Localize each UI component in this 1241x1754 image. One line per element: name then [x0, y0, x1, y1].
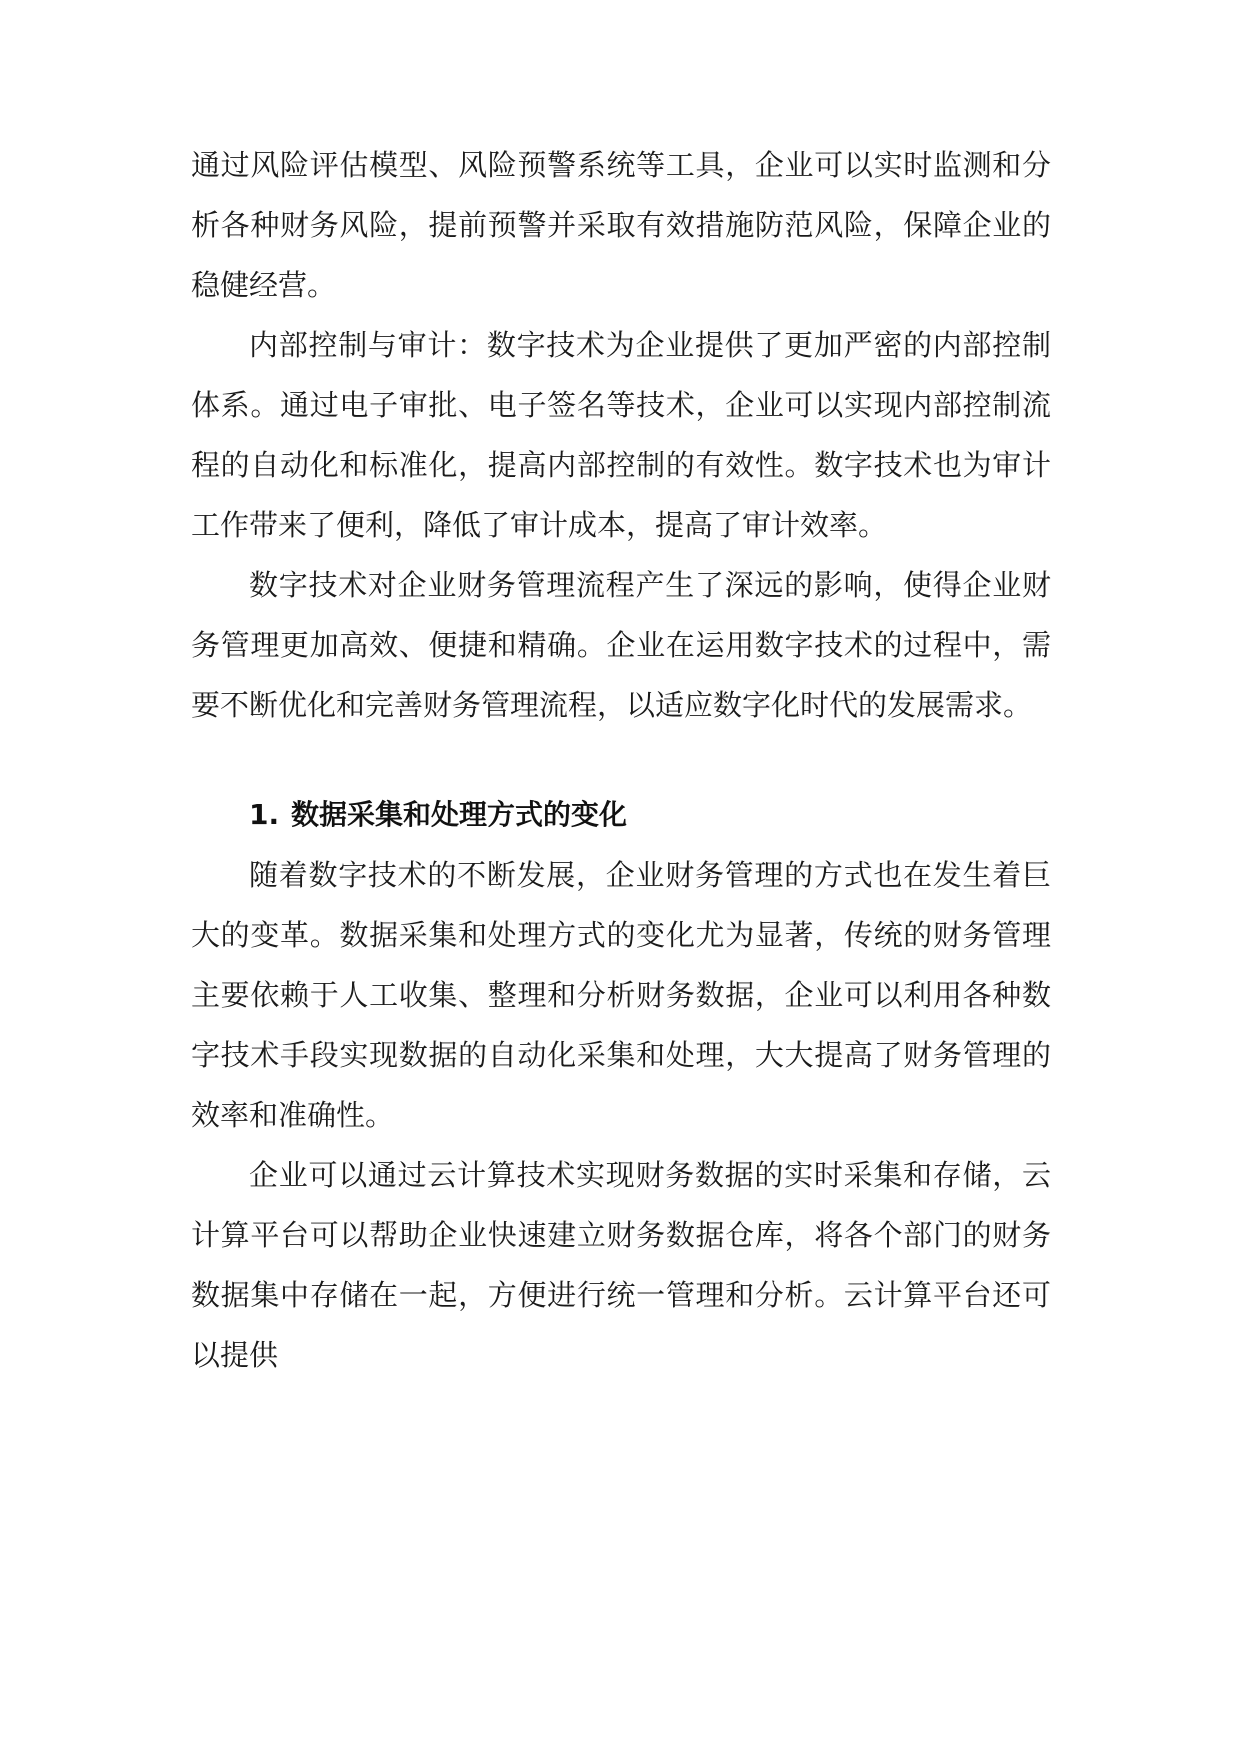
section-number: 1. — [249, 798, 280, 831]
paragraph-risk-warning: 通过风险评估模型、风险预警系统等工具，企业可以实时监测和分析各种财务风险，提前预警并采取有效措施防范风险，保障企业的稳健经营。 — [191, 148, 1051, 302]
paragraph-internal-control: 内部控制与审计：数字技术为企业提供了更加严密的内部控制体系。通过电子审批、电子签名等技术，企业可以实现内部控制流程的自动化和标准化，提高内部控制的有效性。数字技术也为审计工作带来了便利，降低了审计成本，提高了审计效率。 — [191, 328, 1051, 542]
section-heading — [191, 785, 1051, 845]
paragraph-data-collection-change: 随着数字技术的不断发展，企业财务管理的方式也在发生着巨大的变革。数据采集和处理方式的变化尤为显著，传统的财务管理主要依赖于人工收集、整理和分析财务数据，企业可以利用各种数字技术手段实现数据的自动化采集和处理，大大提高了财务管理的效率和准确性。 — [191, 858, 1051, 1132]
paragraph-impact-summary: 数字技术对企业财务管理流程产生了深远的影响，使得企业财务管理更加高效、便捷和精确。企业在运用数字技术的过程中，需要不断优化和完善财务管理流程，以适应数字化时代的发展需求。 — [191, 568, 1051, 722]
paragraph-cloud-computing: 企业可以通过云计算技术实现财务数据的实时采集和存储，云计算平台可以帮助企业快速建立财务数据仓库，将各个部门的财务数据集中存储在一起，方便进行统一管理和分析。云计算平台还可以提供 — [191, 1158, 1051, 1372]
section-spacer — [191, 735, 1051, 785]
section-title: 数据采集和处理方式的变化 — [291, 798, 628, 831]
document-page — [191, 135, 1051, 1385]
